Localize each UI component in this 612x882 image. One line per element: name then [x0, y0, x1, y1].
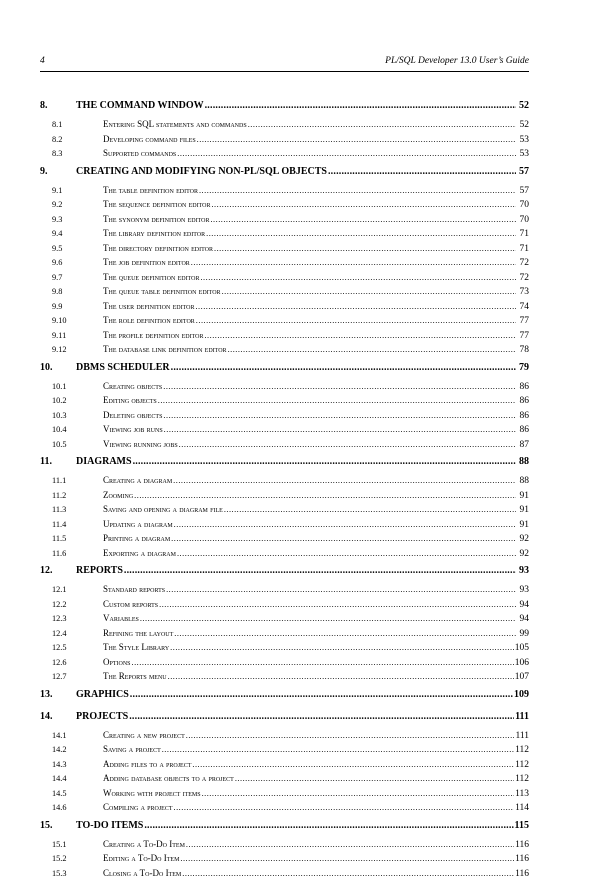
- toc-section-entry-page[interactable]: 93: [517, 585, 529, 595]
- toc-section-entry-title[interactable]: Printing a diagram: [103, 533, 170, 543]
- toc-section-entry-number: 9.8: [40, 287, 103, 296]
- toc-section-entry[interactable]: [40, 185, 529, 200]
- toc-section-entry-title[interactable]: The job definition editor: [103, 257, 190, 267]
- toc-section-entry-page[interactable]: 105: [515, 643, 529, 653]
- toc-section-entry-number: 11.1: [40, 476, 103, 485]
- toc-section-entry[interactable]: [40, 148, 529, 163]
- toc-section-entry-number: 12.2: [40, 600, 103, 609]
- dot-leader: [328, 166, 516, 177]
- toc-section-entry-number: 14.6: [40, 803, 103, 812]
- dot-leader: [159, 600, 516, 609]
- toc-section-entry[interactable]: [40, 119, 529, 134]
- toc-section-entry-number: 11.6: [40, 549, 103, 558]
- toc-section-entry-title[interactable]: The sequence definition editor: [103, 199, 210, 209]
- toc-section-entry-title[interactable]: The database link definition editor: [103, 344, 227, 354]
- toc-section-entry-page[interactable]: 86: [517, 411, 529, 421]
- toc-section-entry[interactable]: [40, 344, 529, 359]
- toc-section-entry-title[interactable]: Standard reports: [103, 584, 165, 594]
- toc-chapter-entry-page[interactable]: 52: [517, 100, 529, 111]
- toc-section-entry-page[interactable]: 77: [517, 331, 529, 341]
- toc-section-entry-page[interactable]: 112: [515, 745, 529, 755]
- toc-section-entry[interactable]: [40, 395, 529, 410]
- toc-section-entry[interactable]: [40, 257, 529, 272]
- toc-section-entry-number: 9.5: [40, 244, 103, 253]
- toc-section-entry-number: 12.5: [40, 643, 103, 652]
- dot-leader: [200, 273, 516, 282]
- toc-section-entry-number: 12.1: [40, 585, 103, 594]
- toc-section-entry-title[interactable]: The table definition editor: [103, 185, 198, 195]
- toc-section-entry-page[interactable]: 88: [517, 476, 529, 486]
- toc-section-entry-page[interactable]: 91: [517, 520, 529, 530]
- toc-section-entry[interactable]: [40, 584, 529, 599]
- dot-leader: [211, 200, 516, 209]
- toc-section-entry-page[interactable]: 78: [517, 345, 529, 355]
- toc-section-entry-title[interactable]: Editing objects: [103, 395, 157, 405]
- dot-leader: [134, 491, 516, 500]
- toc-section-entry-page[interactable]: 87: [517, 440, 529, 450]
- toc-section-entry-page[interactable]: 86: [517, 425, 529, 435]
- dot-leader: [144, 820, 513, 831]
- header-rule: [40, 71, 529, 72]
- table-of-contents: [40, 100, 529, 882]
- dot-leader: [186, 731, 515, 740]
- toc-section-entry[interactable]: [40, 228, 529, 243]
- toc-section-entry-title[interactable]: Creating a diagram: [103, 475, 172, 485]
- toc-section-entry-title[interactable]: Entering SQL statements and commands: [103, 119, 247, 129]
- toc-chapter-entry-page[interactable]: 88: [517, 456, 529, 467]
- toc-section-entry-page[interactable]: 71: [517, 244, 529, 254]
- dot-leader: [132, 658, 514, 667]
- toc-section-entry-number: 9.11: [40, 331, 103, 340]
- toc-section-entry-page[interactable]: 86: [517, 382, 529, 392]
- toc-chapter-entry-page[interactable]: 79: [517, 362, 529, 373]
- toc-chapter-entry-page[interactable]: 109: [514, 689, 529, 700]
- toc-section-entry-number: 9.12: [40, 345, 103, 354]
- toc-section-entry-page[interactable]: 94: [517, 600, 529, 610]
- dot-leader: [174, 803, 515, 812]
- toc-section-entry-title[interactable]: The directory definition editor: [103, 243, 213, 253]
- dot-leader: [168, 672, 514, 681]
- toc-section-entry[interactable]: [40, 657, 529, 672]
- toc-chapter-entry[interactable]: [40, 100, 529, 119]
- dot-leader: [199, 186, 516, 195]
- toc-section-entry-number: 9.4: [40, 229, 103, 238]
- toc-section-entry-title[interactable]: Refining the layout: [103, 628, 173, 638]
- toc-section-entry-page[interactable]: 57: [517, 186, 529, 196]
- dot-leader: [124, 565, 516, 576]
- toc-section-entry-number: 14.4: [40, 774, 103, 783]
- dot-leader: [202, 789, 515, 798]
- toc-section-entry-page[interactable]: 92: [517, 549, 529, 559]
- dot-leader: [196, 316, 516, 325]
- toc-section-entry-number: 9.1: [40, 186, 103, 195]
- toc-section-entry[interactable]: [40, 214, 529, 229]
- toc-section-entry-number: 9.3: [40, 215, 103, 224]
- toc-section-entry-title[interactable]: The synonym definition editor: [103, 214, 209, 224]
- dot-leader: [163, 382, 516, 391]
- toc-section-entry-title[interactable]: The library definition editor: [103, 228, 205, 238]
- toc-section-entry-number: 10.4: [40, 425, 103, 434]
- toc-chapter-entry-number: 11.: [40, 456, 76, 467]
- toc-section-entry-number: 10.5: [40, 440, 103, 449]
- toc-section-entry-page[interactable]: 72: [517, 273, 529, 283]
- toc-section-entry-number: 11.5: [40, 534, 103, 543]
- toc-chapter-entry[interactable]: [40, 456, 529, 475]
- toc-section-entry-number: 8.1: [40, 120, 103, 129]
- toc-section-entry[interactable]: [40, 439, 529, 454]
- toc-section-entry-title[interactable]: Deleting objects: [103, 410, 162, 420]
- toc-section-entry[interactable]: [40, 272, 529, 287]
- toc-section-entry-page[interactable]: 94: [517, 614, 529, 624]
- toc-section-entry[interactable]: [40, 548, 529, 563]
- dot-leader: [158, 396, 516, 405]
- dot-leader: [163, 411, 516, 420]
- dot-leader: [205, 100, 516, 111]
- page-header: [40, 56, 529, 70]
- dot-leader: [129, 711, 514, 722]
- toc-section-entry-page[interactable]: 91: [517, 491, 529, 501]
- running-title: PL/SQL Developer 13.0 User’s Guide: [385, 56, 529, 66]
- dot-leader: [197, 135, 516, 144]
- toc-section-entry-number: 15.1: [40, 840, 103, 849]
- toc-section-entry-page[interactable]: 107: [515, 672, 529, 682]
- toc-section-entry-title[interactable]: Supported commands: [103, 148, 176, 158]
- dot-leader: [186, 840, 514, 849]
- toc-section-entry[interactable]: [40, 802, 529, 817]
- toc-chapter-entry-number: 10.: [40, 362, 76, 373]
- toc-chapter-entry-number: 9.: [40, 166, 76, 177]
- dot-leader: [228, 345, 516, 354]
- toc-section-entry-page[interactable]: 71: [517, 229, 529, 239]
- toc-section-entry-number: 15.3: [40, 869, 103, 878]
- toc-section-entry-number: 10.3: [40, 411, 103, 420]
- toc-section-entry-title[interactable]: Compiling a project: [103, 802, 173, 812]
- toc-chapter-entry-page[interactable]: 93: [517, 565, 529, 576]
- toc-chapter-entry-number: 8.: [40, 100, 76, 111]
- toc-section-entry-number: 12.4: [40, 629, 103, 638]
- dot-leader: [222, 287, 516, 296]
- dot-leader: [182, 869, 514, 878]
- toc-chapter-entry[interactable]: [40, 689, 529, 708]
- toc-section-entry-page[interactable]: 92: [517, 534, 529, 544]
- toc-section-entry[interactable]: [40, 490, 529, 505]
- toc-section-entry-title[interactable]: The queue table definition editor: [103, 286, 221, 296]
- dot-leader: [177, 149, 516, 158]
- toc-section-entry-title[interactable]: Exporting a diagram: [103, 548, 176, 558]
- toc-chapter-entry-title[interactable]: REPORTS: [76, 565, 123, 576]
- dot-leader: [130, 689, 513, 700]
- toc-section-entry[interactable]: [40, 315, 529, 330]
- toc-section-entry-number: 15.2: [40, 854, 103, 863]
- toc-section-entry-page[interactable]: 73: [517, 287, 529, 297]
- dot-leader: [174, 520, 516, 529]
- toc-section-entry-number: 9.6: [40, 258, 103, 267]
- toc-chapter-entry-page[interactable]: 57: [517, 166, 529, 177]
- dot-leader: [162, 745, 514, 754]
- toc-section-entry-title[interactable]: Working with project items: [103, 788, 201, 798]
- toc-section-entry-number: 10.2: [40, 396, 103, 405]
- toc-section-entry-page[interactable]: 72: [517, 258, 529, 268]
- dot-leader: [164, 425, 516, 434]
- dot-leader: [235, 774, 514, 783]
- toc-chapter-entry-title[interactable]: PROJECTS: [76, 711, 128, 722]
- toc-section-entry-title[interactable]: The queue definition editor: [103, 272, 199, 282]
- toc-section-entry-number: 12.6: [40, 658, 103, 667]
- toc-section-entry-title[interactable]: Variables: [103, 613, 139, 623]
- toc-section-entry[interactable]: [40, 642, 529, 657]
- toc-chapter-entry[interactable]: [40, 362, 529, 381]
- toc-section-entry-number: 11.4: [40, 520, 103, 529]
- toc-section-entry-number: 9.10: [40, 316, 103, 325]
- toc-section-entry-title[interactable]: Creating a To-Do Item: [103, 839, 185, 849]
- toc-chapter-entry-number: 12.: [40, 565, 76, 576]
- toc-section-entry-number: 14.5: [40, 789, 103, 798]
- toc-section-entry-page[interactable]: 114: [515, 803, 529, 813]
- toc-section-entry-title[interactable]: Adding database objects to a project: [103, 773, 234, 783]
- toc-section-entry[interactable]: [40, 613, 529, 628]
- toc-chapter-entry-page[interactable]: 111: [515, 711, 529, 722]
- toc-section-entry-number: 10.1: [40, 382, 103, 391]
- toc-section-entry-title[interactable]: The profile definition editor: [103, 330, 203, 340]
- toc-section-entry-number: 8.2: [40, 135, 103, 144]
- dot-leader: [191, 258, 516, 267]
- dot-leader: [192, 760, 514, 769]
- toc-section-entry-page[interactable]: 70: [517, 200, 529, 210]
- toc-chapter-entry-page[interactable]: 115: [515, 820, 529, 831]
- toc-section-entry-number: 11.3: [40, 505, 103, 514]
- toc-section-entry-title[interactable]: Custom reports: [103, 599, 158, 609]
- dot-leader: [204, 331, 516, 340]
- toc-section-entry[interactable]: [40, 330, 529, 345]
- toc-section-entry[interactable]: [40, 839, 529, 854]
- toc-section-entry[interactable]: [40, 410, 529, 425]
- toc-section-entry-title[interactable]: Saving a project: [103, 744, 161, 754]
- toc-section-entry-page[interactable]: 53: [517, 135, 529, 145]
- toc-section-entry-page[interactable]: 116: [515, 869, 529, 879]
- toc-section-entry-number: 14.1: [40, 731, 103, 740]
- dot-leader: [180, 854, 514, 863]
- toc-section-entry-page[interactable]: 116: [515, 854, 529, 864]
- dot-leader: [171, 362, 516, 373]
- toc-section-entry-page[interactable]: 112: [515, 760, 529, 770]
- toc-section-entry-title[interactable]: Viewing running jobs: [103, 439, 178, 449]
- toc-section-entry[interactable]: [40, 301, 529, 316]
- toc-section-entry[interactable]: [40, 381, 529, 396]
- toc-section-entry-page[interactable]: 86: [517, 396, 529, 406]
- dot-leader: [224, 505, 516, 514]
- toc-section-entry-number: 9.7: [40, 273, 103, 282]
- toc-section-entry-title[interactable]: Adding files to a project: [103, 759, 191, 769]
- toc-section-entry[interactable]: [40, 671, 529, 686]
- dot-leader: [173, 476, 516, 485]
- toc-section-entry[interactable]: [40, 730, 529, 745]
- toc-section-entry-title[interactable]: Creating a new project: [103, 730, 185, 740]
- toc-section-entry-number: 14.2: [40, 745, 103, 754]
- toc-section-entry-title[interactable]: Viewing job runs: [103, 424, 163, 434]
- toc-section-entry[interactable]: [40, 868, 529, 882]
- dot-leader: [214, 244, 516, 253]
- toc-chapter-entry[interactable]: [40, 166, 529, 185]
- toc-section-entry-page[interactable]: 106: [515, 658, 529, 668]
- dot-leader: [248, 120, 516, 129]
- toc-section-entry[interactable]: [40, 243, 529, 258]
- toc-chapter-entry-number: 15.: [40, 820, 76, 831]
- toc-section-entry-number: 9.9: [40, 302, 103, 311]
- dot-leader: [195, 302, 516, 311]
- toc-section-entry-title[interactable]: The role definition editor: [103, 315, 195, 325]
- dot-leader: [210, 215, 516, 224]
- toc-section-entry-page[interactable]: 77: [517, 316, 529, 326]
- toc-section-entry[interactable]: [40, 599, 529, 614]
- toc-section-entry-page[interactable]: 116: [515, 840, 529, 850]
- toc-section-entry-title[interactable]: Editing a To-Do Item: [103, 853, 179, 863]
- toc-section-entry[interactable]: [40, 286, 529, 301]
- toc-section-entry[interactable]: [40, 504, 529, 519]
- toc-section-entry[interactable]: [40, 533, 529, 548]
- toc-section-entry-number: 14.3: [40, 760, 103, 769]
- toc-section-entry-page[interactable]: 113: [515, 789, 529, 799]
- toc-section-entry[interactable]: [40, 475, 529, 490]
- toc-chapter-entry-number: 13.: [40, 689, 76, 700]
- toc-section-entry[interactable]: [40, 853, 529, 868]
- toc-section-entry[interactable]: [40, 628, 529, 643]
- toc-section-entry[interactable]: [40, 773, 529, 788]
- toc-section-entry[interactable]: [40, 199, 529, 214]
- toc-section-entry-page[interactable]: 53: [517, 149, 529, 159]
- dot-leader: [171, 534, 516, 543]
- dot-leader: [166, 585, 516, 594]
- toc-chapter-entry-title[interactable]: DBMS SCHEDULER: [76, 362, 170, 373]
- toc-section-entry-page[interactable]: 70: [517, 215, 529, 225]
- dot-leader: [174, 629, 516, 638]
- toc-section-entry-title[interactable]: The Reports menu: [103, 671, 167, 681]
- toc-chapter-entry-title[interactable]: DIAGRAMS: [76, 456, 132, 467]
- dot-leader: [206, 229, 516, 238]
- toc-section-entry-title[interactable]: Saving and opening a diagram file: [103, 504, 223, 514]
- toc-section-entry[interactable]: [40, 424, 529, 439]
- toc-section-entry-title[interactable]: Options: [103, 657, 131, 667]
- page-number: 4: [40, 56, 45, 66]
- toc-section-entry-number: 11.2: [40, 491, 103, 500]
- toc-section-entry-title[interactable]: Zooming: [103, 490, 133, 500]
- toc-section-entry[interactable]: [40, 519, 529, 534]
- toc-chapter-entry-title[interactable]: CREATING AND MODIFYING NON-PL/SQL OBJECTS: [76, 166, 327, 177]
- toc-section-entry[interactable]: [40, 759, 529, 774]
- dot-leader: [133, 456, 516, 467]
- toc-section-entry-page[interactable]: 112: [515, 774, 529, 784]
- dot-leader: [140, 614, 516, 623]
- toc-section-entry-page[interactable]: 99: [517, 629, 529, 639]
- toc-section-entry[interactable]: [40, 788, 529, 803]
- toc-section-entry-title[interactable]: Developing command files: [103, 134, 196, 144]
- toc-chapter-entry-title[interactable]: THE COMMAND WINDOW: [76, 100, 204, 111]
- toc-section-entry-page[interactable]: 111: [515, 731, 529, 741]
- toc-chapter-entry[interactable]: [40, 820, 529, 839]
- toc-chapter-entry[interactable]: [40, 711, 529, 730]
- toc-section-entry-title[interactable]: Creating objects: [103, 381, 162, 391]
- dot-leader: [179, 440, 516, 449]
- toc-section-entry-title[interactable]: The user definition editor: [103, 301, 194, 311]
- toc-chapter-entry-title[interactable]: TO-DO ITEMS: [76, 820, 143, 831]
- toc-section-entry-number: 12.7: [40, 672, 103, 681]
- toc-section-entry-number: 9.2: [40, 200, 103, 209]
- toc-chapter-entry-number: 14.: [40, 711, 76, 722]
- toc-section-entry-page[interactable]: 91: [517, 505, 529, 515]
- toc-section-entry-title[interactable]: Updating a diagram: [103, 519, 173, 529]
- toc-section-entry[interactable]: [40, 134, 529, 149]
- toc-chapter-entry[interactable]: [40, 565, 529, 584]
- toc-section-entry-number: 12.3: [40, 614, 103, 623]
- toc-section-entry-title[interactable]: Closing a To-Do Item: [103, 868, 181, 878]
- dot-leader: [170, 643, 514, 652]
- toc-section-entry-page[interactable]: 74: [517, 302, 529, 312]
- toc-section-entry-title[interactable]: The Style Library: [103, 642, 169, 652]
- dot-leader: [177, 549, 516, 558]
- toc-chapter-entry-title[interactable]: GRAPHICS: [76, 689, 129, 700]
- toc-section-entry-page[interactable]: 52: [517, 120, 529, 130]
- toc-section-entry-number: 8.3: [40, 149, 103, 158]
- toc-section-entry[interactable]: [40, 744, 529, 759]
